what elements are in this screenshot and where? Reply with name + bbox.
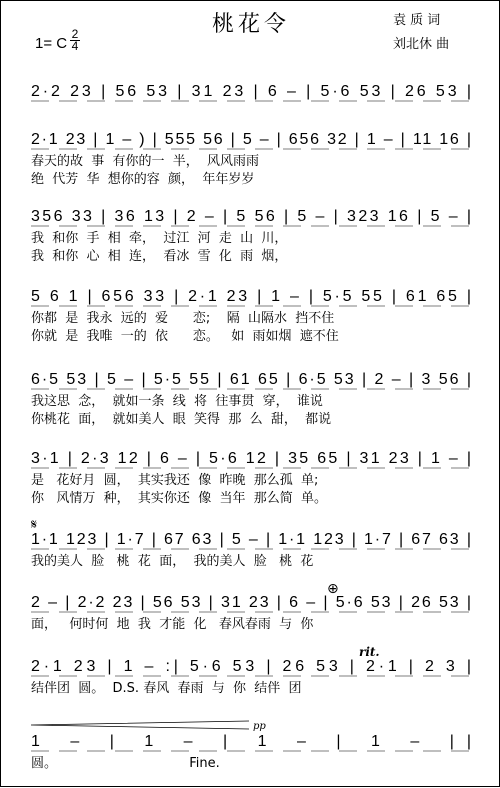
segno-mark: 𝄋 [31,517,38,533]
notation-row: 1 – | 1 – | 1 – | 1 – || [31,733,472,750]
notation-row: 2·1 23 | 1 – :| 5·6 53 | 26 53 | 2·1 | 2 3 | [31,658,471,675]
notation-row: 2 – | 2·2 23 | 56 53 | 31 23 | 6 – | 5·6 53 | 26 53 | [31,594,471,611]
lyric-line: 绝 代芳 华 想你的容 颜， 年年岁岁 [31,172,255,187]
lyric-line: 你就 是 我唯 一的 依 恋。 如 雨如烟 遮不住 [31,329,339,344]
lyric-line: 你桃花 面， 就如美人 眼 笑得 那 么 甜， 都说 [31,412,332,427]
rit-mark: rit. [359,645,380,659]
lyric-line: 我 和你 心 相 连， 看冰 雪 化 雨 烟， [31,249,288,264]
lyric-line: 你 风情万 种， 其实你还 像 当年 那么简 单。 [31,491,327,506]
key-signature: 1= C [35,35,68,52]
lyricist-credit: 袁 质 词 [393,13,441,28]
lyric-line: 圆。 Fine. [31,756,220,771]
time-signature-top: 2 [71,27,79,41]
lyric-line: 你都 是 我永 远的 爱 恋; 隔 山隔水 挡不住 [31,311,335,326]
notation-row: 5 6 1 | 656 33 | 2·1 23 | 1 – | 5·5 55 | 61 65 | [31,288,472,305]
lyric-line: 春天的故 事 有你的一 半， 风风雨雨 [31,154,260,169]
lyric-line: 我 和你 手 相 牵， 过江 河 走 山 川， [31,231,288,246]
lyric-line: 我的美人 脸 桃 花 面， 我的美人 脸 桃 花 [31,554,314,569]
song-title: 桃花令 [211,12,290,37]
pp-mark: pp [253,721,266,732]
lyric-line: 我这思 念， 就如一条 线 将 往事贯 穿， 谁说 [31,394,323,409]
notation-row: 356 33 | 36 13 | 2 – | 5 56 | 5 – | 323 16 | 5 – | [31,208,472,225]
lyric-line: 面， 何时何 地 我 才能 化 春风春雨 与 你 [31,617,314,632]
lyric-line: 是 花好月 圆， 其实我还 像 昨晚 那么孤 单; [31,473,319,488]
notation-row: 2·2 23 | 56 53 | 31 23 | 6 – | 5·6 53 | 26 53 | [31,83,471,100]
notation-row: 2·1 23 | 1 – ) | 555 56 | 5 – | 656 32 | 1 – | 11 16 | [31,131,471,148]
notation-row: 3·1 | 2·3 12 | 6 – | 5·6 12 | 35 65 | 31 23 | 1 – | [31,450,471,467]
composer-credit: 刘北休 曲 [393,37,450,52]
lyric-line: 结伴团 圆。 D.S. 春风 春雨 与 你 结伴 团 [31,681,302,696]
notation-row: 6·5 53 | 5 – | 5·5 55 | 61 65 | 6·5 53 | 2 – | 3 56 | [31,371,472,388]
decrescendo-hairpin [31,721,249,729]
coda-mark: ⊕ [327,581,339,597]
time-signature-bottom: 4 [71,39,79,53]
notation-row: 1·1 123 | 1·7 | 67 63 | 5 – | 1·1 123 | 1·7 | 67 63 | [31,531,471,548]
